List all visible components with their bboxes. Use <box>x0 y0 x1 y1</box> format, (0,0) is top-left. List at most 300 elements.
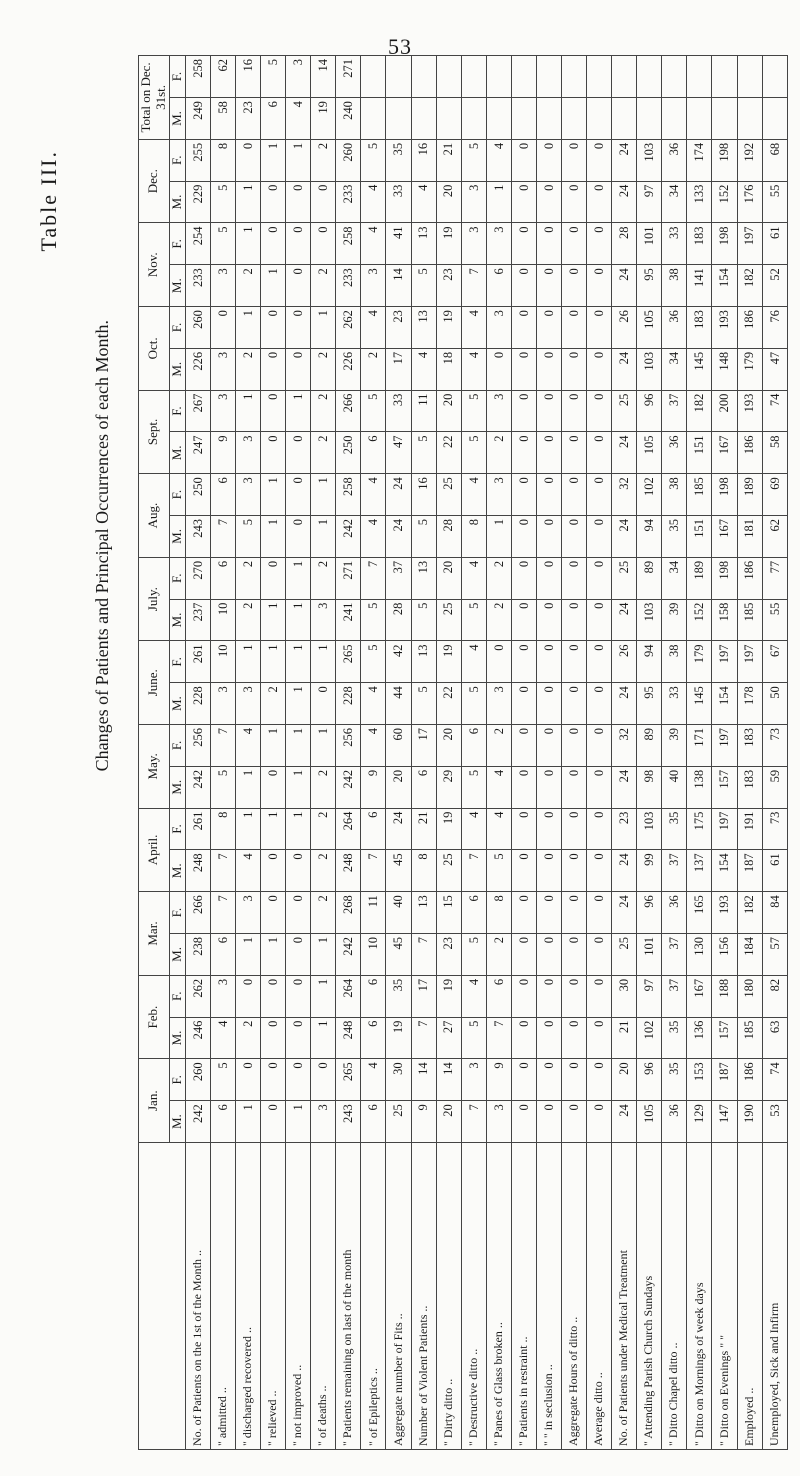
table-cell: 243 <box>336 1101 361 1143</box>
sex-subheader: F. <box>169 390 185 432</box>
table-cell: 4 <box>361 223 386 265</box>
table-cell: 30 <box>612 975 637 1017</box>
table-cell: 0 <box>587 808 612 850</box>
table-cell: 0 <box>286 307 311 349</box>
table-cell: 0 <box>261 892 286 934</box>
table-cell: 0 <box>286 516 311 558</box>
table-cell: 13 <box>411 307 436 349</box>
table-cell: 35 <box>386 139 411 181</box>
table-cell: 241 <box>336 599 361 641</box>
table-cell <box>361 98 386 140</box>
sex-subheader: M. <box>169 265 185 307</box>
table-cell: 228 <box>336 683 361 725</box>
table-cell <box>637 56 662 98</box>
table-cell: 151 <box>687 516 712 558</box>
table-cell: 96 <box>637 1059 662 1101</box>
table-row <box>662 56 687 1450</box>
table-cell: 0 <box>536 599 561 641</box>
sex-subheader: F. <box>169 474 185 516</box>
table-cell: 154 <box>712 265 737 307</box>
table-cell: 20 <box>386 766 411 808</box>
row-label: Aggregate Hours of ditto .. <box>561 1143 586 1450</box>
table-cell: 1 <box>235 181 260 223</box>
sex-subheader: F. <box>169 557 185 599</box>
table-cell <box>436 98 461 140</box>
table-cell: 36 <box>662 1101 687 1143</box>
table-cell: 186 <box>737 307 762 349</box>
table-cell: 62 <box>762 516 787 558</box>
table-cell: 8 <box>210 139 235 181</box>
table-cell: 0 <box>587 934 612 976</box>
table-cell: 45 <box>386 850 411 892</box>
table-cell: 0 <box>536 265 561 307</box>
table-cell <box>687 98 712 140</box>
sex-subheader: M. <box>169 1101 185 1143</box>
table-cell: 0 <box>235 1059 260 1101</box>
table-cell: 0 <box>511 390 536 432</box>
table-cell <box>461 56 486 98</box>
table-cell: 6 <box>486 265 511 307</box>
table-cell: 20 <box>612 1059 637 1101</box>
table-cell: 0 <box>587 557 612 599</box>
table-cell: 0 <box>587 474 612 516</box>
table-cell: 1 <box>235 641 260 683</box>
table-cell: 24 <box>386 808 411 850</box>
table-cell: 0 <box>536 1017 561 1059</box>
table-cell: 174 <box>687 139 712 181</box>
table-cell: 42 <box>386 641 411 683</box>
table-cell: 260 <box>336 139 361 181</box>
table-cell: 20 <box>436 390 461 432</box>
table-cell: 254 <box>185 223 210 265</box>
table-cell: 157 <box>712 766 737 808</box>
table-cell: 6 <box>210 934 235 976</box>
table-cell: 250 <box>336 432 361 474</box>
table-cell: 0 <box>511 348 536 390</box>
table-cell: 74 <box>762 1059 787 1101</box>
table-cell: 7 <box>461 1101 486 1143</box>
table-cell: 3 <box>361 265 386 307</box>
table-cell: 1 <box>261 474 286 516</box>
table-cell: 7 <box>210 725 235 767</box>
table-cell: 5 <box>261 56 286 98</box>
table-cell: 7 <box>361 557 386 599</box>
table-row <box>261 56 286 1450</box>
table-cell: 0 <box>261 432 286 474</box>
sex-subheader: M. <box>169 934 185 976</box>
table-cell: 0 <box>536 139 561 181</box>
table-cell: 105 <box>637 307 662 349</box>
table-cell: 158 <box>712 599 737 641</box>
table-cell: 0 <box>561 850 586 892</box>
row-label: No. of Patients under Medical Treatment <box>612 1143 637 1450</box>
table-cell: 5 <box>210 181 235 223</box>
table-cell: 2 <box>235 1017 260 1059</box>
table-row <box>486 56 511 1450</box>
table-cell: 57 <box>762 934 787 976</box>
table-cell: 5 <box>411 432 436 474</box>
table-cell: 260 <box>185 307 210 349</box>
table-cell: 1 <box>286 139 311 181</box>
table-cell: 0 <box>286 432 311 474</box>
table-cell: 5 <box>361 139 386 181</box>
table-cell: 0 <box>261 181 286 223</box>
table-cell: 197 <box>712 808 737 850</box>
table-cell: 37 <box>662 850 687 892</box>
table-cell: 0 <box>511 641 536 683</box>
table-cell: 1 <box>286 766 311 808</box>
table-cell: 3 <box>210 265 235 307</box>
sex-subheader: F. <box>169 808 185 850</box>
table-cell: 32 <box>612 474 637 516</box>
table-cell: 5 <box>411 516 436 558</box>
table-cell: 16 <box>411 474 436 516</box>
table-cell: 180 <box>737 975 762 1017</box>
table-cell: 3 <box>486 307 511 349</box>
table-cell <box>561 56 586 98</box>
table-cell: 0 <box>536 1059 561 1101</box>
table-cell: 1 <box>261 139 286 181</box>
table-cell: 3 <box>311 1101 336 1143</box>
table-cell: 102 <box>637 474 662 516</box>
table-cell: 0 <box>587 307 612 349</box>
table-cell: 197 <box>737 223 762 265</box>
table-cell: 233 <box>185 265 210 307</box>
table-cell: 147 <box>712 1101 737 1143</box>
table-cell: 151 <box>687 432 712 474</box>
table-cell: 4 <box>461 474 486 516</box>
table-row <box>411 56 436 1450</box>
table-cell: 0 <box>561 975 586 1017</box>
table-cell: 0 <box>235 139 260 181</box>
table-cell: 2 <box>235 599 260 641</box>
table-cell: 248 <box>336 1017 361 1059</box>
table-cell: 17 <box>411 975 436 1017</box>
table-cell: 156 <box>712 934 737 976</box>
header-label-cell <box>139 1143 186 1450</box>
table-cell: 33 <box>386 390 411 432</box>
rotated-table-container <box>138 55 788 1450</box>
table-cell: 37 <box>662 390 687 432</box>
table-cell: 8 <box>461 516 486 558</box>
table-cell: 1 <box>261 599 286 641</box>
table-cell: 1 <box>286 725 311 767</box>
table-cell: 24 <box>386 474 411 516</box>
table-cell: 95 <box>637 265 662 307</box>
table-cell: 105 <box>637 432 662 474</box>
table-cell: 59 <box>762 766 787 808</box>
table-cell: 4 <box>210 1017 235 1059</box>
table-cell: 9 <box>486 1059 511 1101</box>
table-cell: 248 <box>336 850 361 892</box>
table-cell: 25 <box>436 850 461 892</box>
table-row <box>511 56 536 1450</box>
table-cell: 167 <box>687 975 712 1017</box>
table-cell: 182 <box>737 892 762 934</box>
table-cell: 0 <box>587 432 612 474</box>
row-label: " Ditto on Mornings of week days <box>687 1143 712 1450</box>
table-cell: 249 <box>185 98 210 140</box>
month-header: April. <box>139 808 170 892</box>
table-cell: 3 <box>311 599 336 641</box>
table-cell: 0 <box>536 808 561 850</box>
table-cell: 2 <box>311 139 336 181</box>
row-label: Aggregate number of Fits .. <box>386 1143 411 1450</box>
table-cell: 0 <box>286 474 311 516</box>
table-cell: 0 <box>261 307 286 349</box>
table-row <box>737 56 762 1450</box>
table-row <box>762 56 787 1450</box>
row-label: " Panes of Glass broken .. <box>486 1143 511 1450</box>
table-cell: 197 <box>737 641 762 683</box>
sex-subheader: M. <box>169 766 185 808</box>
table-cell: 40 <box>386 892 411 934</box>
table-cell: 0 <box>511 474 536 516</box>
sex-subheader: F. <box>169 975 185 1017</box>
table-cell: 0 <box>587 850 612 892</box>
table-cell: 4 <box>461 307 486 349</box>
table-cell: 0 <box>561 725 586 767</box>
table-cell: 4 <box>361 1059 386 1101</box>
table-cell: 198 <box>712 557 737 599</box>
table-cell: 5 <box>461 683 486 725</box>
table-cell: 5 <box>411 265 436 307</box>
table-row <box>361 56 386 1450</box>
table-cell: 193 <box>712 892 737 934</box>
table-cell: 4 <box>286 98 311 140</box>
table-cell: 185 <box>687 474 712 516</box>
table-cell: 0 <box>561 599 586 641</box>
table-row <box>561 56 586 1450</box>
table-cell: 9 <box>411 1101 436 1143</box>
table-cell: 179 <box>737 348 762 390</box>
table-cell: 39 <box>662 599 687 641</box>
table-cell: 5 <box>361 599 386 641</box>
table-cell: 73 <box>762 725 787 767</box>
table-cell: 0 <box>587 641 612 683</box>
table-cell: 7 <box>361 850 386 892</box>
table-cell: 96 <box>637 390 662 432</box>
row-label: " Dirty ditto .. <box>436 1143 461 1450</box>
table-cell: 20 <box>436 181 461 223</box>
table-cell: 0 <box>587 725 612 767</box>
table-cell <box>386 56 411 98</box>
table-cell: 0 <box>561 1059 586 1101</box>
table-cell: 157 <box>712 1017 737 1059</box>
table-cell: 4 <box>461 975 486 1017</box>
table-cell: 19 <box>436 641 461 683</box>
table-cell: 197 <box>712 641 737 683</box>
table-cell: 183 <box>687 307 712 349</box>
table-cell: 3 <box>486 223 511 265</box>
sex-subheader: M. <box>169 98 185 140</box>
table-cell: 0 <box>561 139 586 181</box>
table-row <box>461 56 486 1450</box>
table-cell: 1 <box>311 474 336 516</box>
table-row <box>536 56 561 1450</box>
table-cell: 23 <box>436 265 461 307</box>
table-cell: 1 <box>261 725 286 767</box>
table-cell: 5 <box>411 683 436 725</box>
table-cell: 4 <box>361 516 386 558</box>
table-cell: 0 <box>587 181 612 223</box>
table-cell: 0 <box>235 975 260 1017</box>
table-cell: 238 <box>185 934 210 976</box>
table-cell: 13 <box>411 223 436 265</box>
table-cell: 0 <box>536 850 561 892</box>
table-cell: 1 <box>286 1101 311 1143</box>
table-cell: 264 <box>336 975 361 1017</box>
table-cell: 84 <box>762 892 787 934</box>
table-cell: 3 <box>210 683 235 725</box>
table-cell: 19 <box>436 223 461 265</box>
table-cell: 0 <box>587 390 612 432</box>
table-cell: 103 <box>637 599 662 641</box>
table-cell <box>536 56 561 98</box>
table-cell: 5 <box>361 641 386 683</box>
table-cell: 40 <box>662 766 687 808</box>
table-cell: 53 <box>762 1101 787 1143</box>
table-cell: 0 <box>261 390 286 432</box>
table-cell: 197 <box>712 725 737 767</box>
table-cell: 0 <box>561 307 586 349</box>
table-cell: 6 <box>361 432 386 474</box>
table-cell: 98 <box>637 766 662 808</box>
table-cell: 0 <box>286 348 311 390</box>
table-cell: 37 <box>662 934 687 976</box>
table-cell: 25 <box>436 599 461 641</box>
table-cell: 0 <box>311 181 336 223</box>
table-cell: 14 <box>386 265 411 307</box>
table-cell: 7 <box>210 892 235 934</box>
month-header: Feb. <box>139 975 170 1059</box>
table-cell: 0 <box>311 683 336 725</box>
table-cell: 2 <box>311 766 336 808</box>
table-cell: 101 <box>637 934 662 976</box>
table-cell: 1 <box>235 390 260 432</box>
row-label: Number of Violent Patients .. <box>411 1143 436 1450</box>
table-cell: 1 <box>235 808 260 850</box>
table-cell: 1 <box>286 683 311 725</box>
table-cell: 20 <box>436 725 461 767</box>
table-cell: 129 <box>687 1101 712 1143</box>
table-cell: 0 <box>561 766 586 808</box>
table-cell: 1 <box>311 975 336 1017</box>
table-cell: 262 <box>336 307 361 349</box>
table-cell: 62 <box>210 56 235 98</box>
table-cell: 256 <box>185 725 210 767</box>
table-cell: 24 <box>612 850 637 892</box>
table-cell: 0 <box>511 516 536 558</box>
table-cell: 23 <box>436 934 461 976</box>
table-cell: 24 <box>612 181 637 223</box>
table-cell: 1 <box>261 808 286 850</box>
table-cell: 0 <box>536 766 561 808</box>
table-cell: 26 <box>612 307 637 349</box>
table-cell: 0 <box>511 599 536 641</box>
table-cell: 0 <box>536 223 561 265</box>
row-label: " Destructive ditto .. <box>461 1143 486 1450</box>
table-cell: 0 <box>286 892 311 934</box>
month-header: Mar. <box>139 892 170 976</box>
table-cell: 6 <box>361 975 386 1017</box>
table-cell <box>737 56 762 98</box>
table-cell: 1 <box>261 516 286 558</box>
table-cell: 192 <box>737 139 762 181</box>
table-cell: 17 <box>386 348 411 390</box>
table-cell: 0 <box>286 181 311 223</box>
table-cell: 0 <box>587 265 612 307</box>
table-cell: 0 <box>511 1059 536 1101</box>
table-cell: 23 <box>386 307 411 349</box>
table-cell: 5 <box>461 934 486 976</box>
table-cell <box>561 98 586 140</box>
table-cell: 0 <box>561 516 586 558</box>
table-cell: 198 <box>712 139 737 181</box>
table-cell: 0 <box>536 641 561 683</box>
table-cell: 61 <box>762 223 787 265</box>
table-cell: 102 <box>637 1017 662 1059</box>
table-cell: 240 <box>336 98 361 140</box>
table-cell: 58 <box>762 432 787 474</box>
table-cell: 0 <box>511 432 536 474</box>
table-cell: 25 <box>612 934 637 976</box>
table-cell: 0 <box>561 390 586 432</box>
table-cell: 33 <box>386 181 411 223</box>
table-cell: 6 <box>210 474 235 516</box>
table-cell: 6 <box>361 1101 386 1143</box>
table-cell: 38 <box>662 265 687 307</box>
table-cell: 3 <box>461 223 486 265</box>
table-cell: 228 <box>185 683 210 725</box>
table-cell: 0 <box>511 892 536 934</box>
table-cell: 0 <box>511 766 536 808</box>
table-cell: 0 <box>286 850 311 892</box>
table-cell: 0 <box>311 1059 336 1101</box>
table-cell: 17 <box>411 725 436 767</box>
table-cell <box>461 98 486 140</box>
sex-subheader: F. <box>169 139 185 181</box>
sex-subheader: M. <box>169 850 185 892</box>
table-cell: 2 <box>311 850 336 892</box>
table-cell: 2 <box>486 557 511 599</box>
table-cell: 1 <box>311 725 336 767</box>
table-row <box>336 56 361 1450</box>
table-cell: 99 <box>637 850 662 892</box>
table-cell: 5 <box>210 1059 235 1101</box>
table-cell: 266 <box>336 390 361 432</box>
table-cell: 3 <box>461 181 486 223</box>
table-cell: 23 <box>235 98 260 140</box>
table-cell: 2 <box>235 348 260 390</box>
table-cell <box>511 56 536 98</box>
table-cell: 262 <box>185 975 210 1017</box>
table-row <box>235 56 260 1450</box>
table-cell <box>486 56 511 98</box>
table-cell: 0 <box>536 934 561 976</box>
table-cell: 4 <box>361 181 386 223</box>
table-cell: 0 <box>286 223 311 265</box>
table-cell: 0 <box>536 1101 561 1143</box>
table-cell: 2 <box>486 432 511 474</box>
table-cell: 0 <box>536 432 561 474</box>
row-label: Average ditto .. <box>587 1143 612 1450</box>
table-cell: 141 <box>687 265 712 307</box>
table-cell: 185 <box>737 599 762 641</box>
table-cell: 6 <box>461 725 486 767</box>
table-cell: 1 <box>311 641 336 683</box>
table-cell: 256 <box>336 725 361 767</box>
